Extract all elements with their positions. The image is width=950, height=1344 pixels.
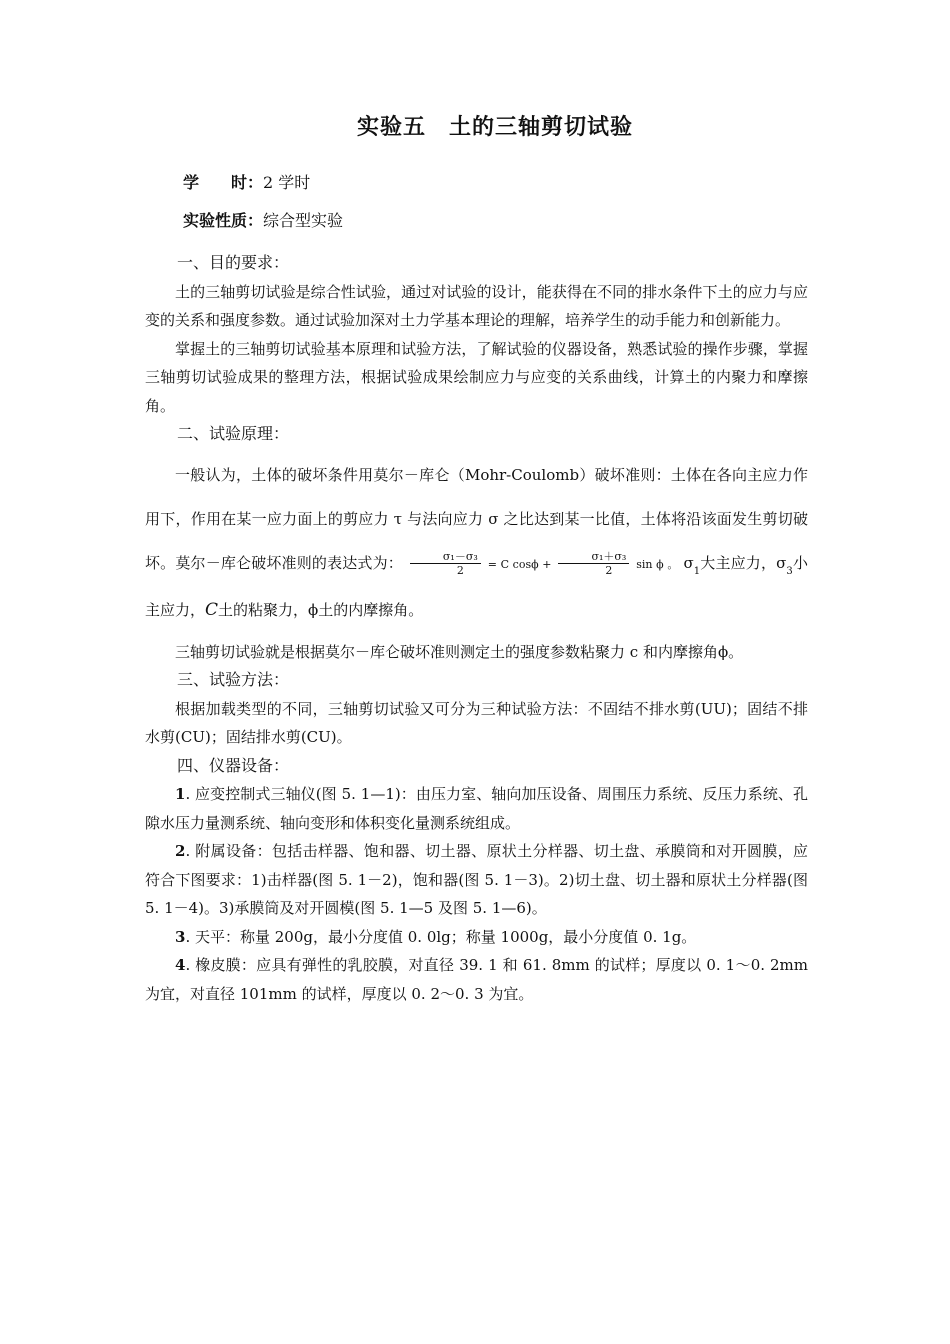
principal-stress-text: 主应力， <box>715 553 777 572</box>
methods-paragraph: 根据加载类型的不同，三轴剪切试验又可分为三种试验方法：不固结不排水剪(UU)；固结不排水剪(CU)；固结排水剪(CU)。 <box>145 699 808 746</box>
friction-angle-text: 土的内摩擦角。 <box>318 600 424 619</box>
equipment-item-1-number: 1 <box>175 785 186 803</box>
equipment-item-4-number: 4 <box>175 956 186 974</box>
page-title: 实验五 土的三轴剪切试验 <box>356 115 633 140</box>
nature-label: 实验性质： <box>183 211 264 230</box>
formula-fraction-1 <box>410 550 481 577</box>
equipment-item-1 <box>145 780 808 837</box>
section-heading-methods: 三、试验方法： <box>177 670 290 689</box>
hours-line <box>183 170 310 193</box>
equipment-item-3 <box>145 923 808 952</box>
hours-value: 2 学时 <box>263 173 311 192</box>
sigma1-symbol: σ <box>683 553 694 572</box>
equipment-item-3-number: 3 <box>175 927 186 946</box>
minor-stress-text: 小主应力， <box>145 553 808 619</box>
sigma1-subscript: 1 <box>693 565 701 577</box>
formula-middle: = C cosϕ + <box>487 557 552 571</box>
equipment-item-2-number: 2 <box>175 842 186 860</box>
equipment-item-2 <box>145 837 808 923</box>
formula-end: sin ϕ 。 <box>636 557 679 571</box>
formula-denominator-1: 2 <box>456 564 464 577</box>
equipment-item-2-text: . 附属设备：包括击样器、饱和器、切土器、原状土分样器、切土盘、承膜筒和对开圆膜，应符合下图要求：1)击样器(图 5. 1－2)，饱和器(图 5. 1－3)。2)切土盘、切土器和原状土分样器(图 5. 1－4)。3)承膜筒及对开圆模(图 5. 1—5 及图 5. 1—6)。 <box>145 842 808 917</box>
c-symbol: C <box>205 599 219 620</box>
nature-line <box>183 208 343 231</box>
sigma3-symbol: σ <box>776 553 787 572</box>
formula-denominator-2: 2 <box>605 564 613 577</box>
cohesion-text: 土的粘聚力， <box>218 600 309 619</box>
section-heading-equipment: 四、仪器设备： <box>177 755 290 775</box>
principle-paragraph-2: 三轴剪切试验就是根据莫尔－库仑破坏准则测定土的强度参数粘聚力 c 和内摩擦角ϕ。 <box>175 642 744 661</box>
hours-label: 学 时： <box>183 173 264 192</box>
equipment-item-4 <box>145 951 808 1008</box>
objectives-paragraph-2: 掌握土的三轴剪切试验基本原理和试验方法，了解试验的仪器设备，熟悉试验的操作步骤，掌握三轴剪切试验成果的整理方法，根据试验成果绘制应力与应变的关系曲线，计算土的内聚力和摩擦角。 <box>145 339 808 415</box>
formula-numerator-1: σ₁－σ₃ <box>410 550 481 564</box>
equipment-item-1-text: . 应变控制式三轴仪(图 5. 1—1)：由压力室、轴向加压设备、周围压力系统、反压力系统、孔隙水压力量测系统、轴向变形和体积变化量测系统组成。 <box>145 785 808 832</box>
document-body <box>145 249 808 1008</box>
equipment-item-4-text: . 橡皮膜：应具有弹性的乳胶膜，对直径 39. 1 和 61. 8mm 的试样；厚度以 0. 1～0. 2mm 为宜，对直径 101mm 的试样，厚度以 0. 2～0. 3 为宜。 <box>145 956 808 1003</box>
principle-paragraph-1 <box>145 449 808 632</box>
section-heading-principle: 二、试验原理： <box>177 424 290 443</box>
formula-fraction-2 <box>558 550 629 577</box>
phi-symbol: ϕ <box>308 600 319 619</box>
sigma1-description: 大 <box>700 553 716 572</box>
section-heading-objectives: 一、目的要求： <box>177 253 290 272</box>
equipment-item-3-text: . 天平：称量 200g，最小分度值 0. 0lg；称量 1000g，最小分度值 0. 1g。 <box>185 927 697 946</box>
nature-value: 综合型实验 <box>263 211 344 230</box>
formula-numerator-2: σ₁＋σ₃ <box>558 550 629 564</box>
principle-text: 一般认为，土体的破坏条件用莫尔－库仑（Mohr-Coulomb）破坏准则：土体在各向主应力作用下，作用在某一应力面上的剪应力 τ 与法向应力 σ 之比达到某一比值，土体将沿该面发生剪切破坏。莫尔－库仑破坏准则的表达式为： <box>145 465 808 572</box>
objectives-paragraph-1: 土的三轴剪切试验是综合性试验，通过对试验的设计，能获得在不同的排水条件下土的应力与应变的关系和强度参数。通过试验加深对土力学基本理论的理解，培养学生的动手能力和创新能力。 <box>145 282 808 329</box>
sigma3-subscript: 3 <box>786 565 793 577</box>
